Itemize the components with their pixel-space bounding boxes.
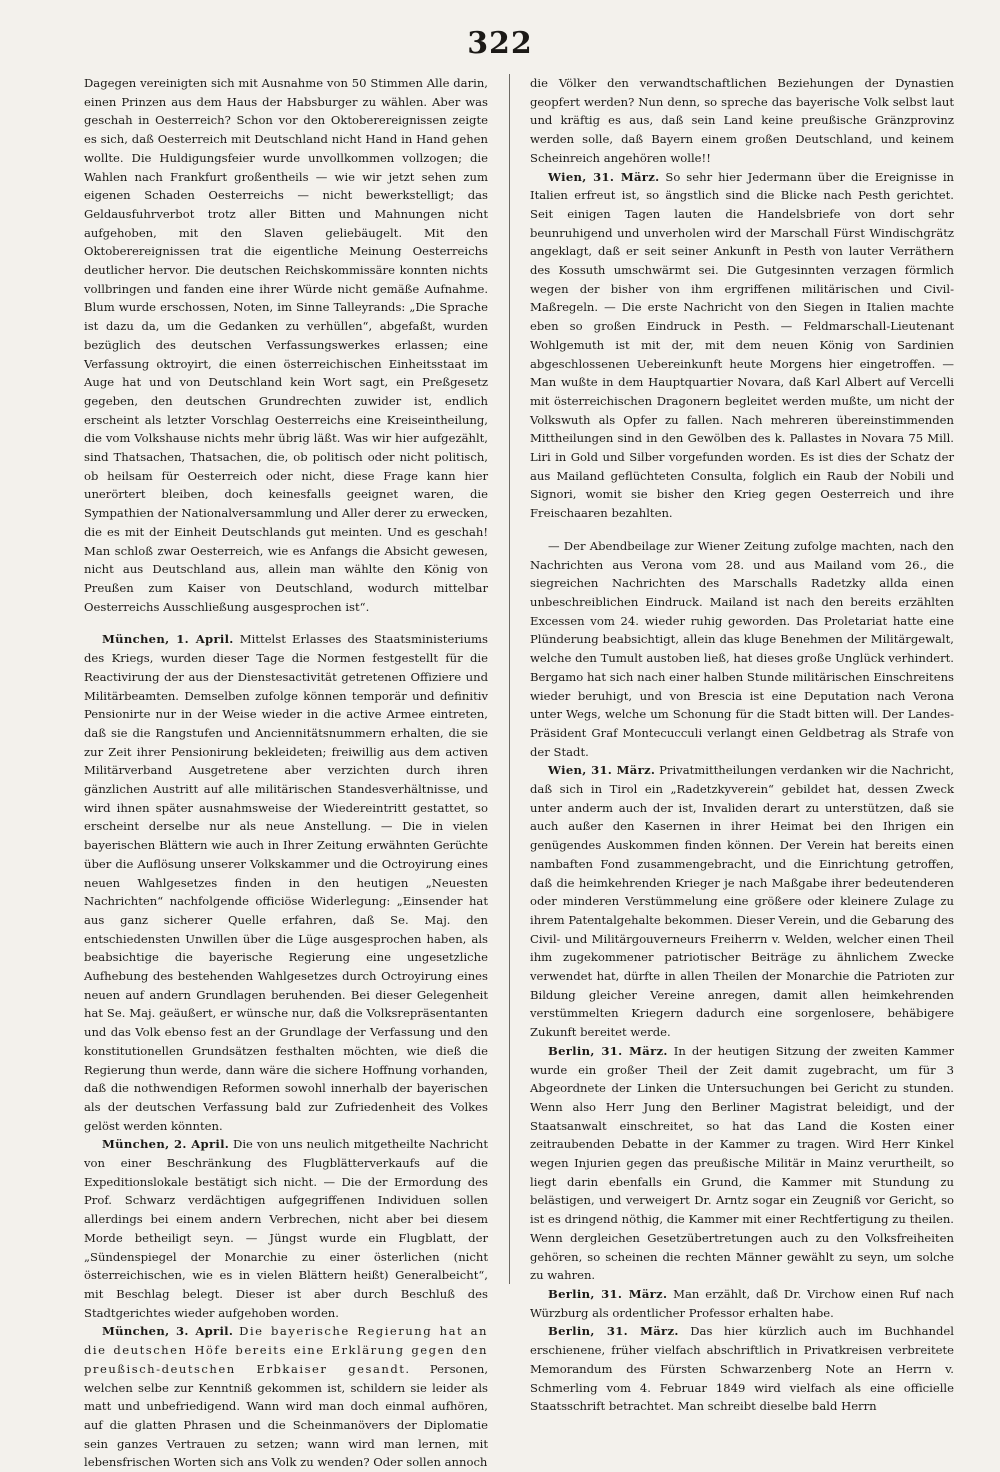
left-column [84,74,489,1470]
news-text: Man erzählt, daß Dr. Virchow einen Ruf nach Würzburg als ordentlicher Professor erhalten habe. [530,1287,954,1320]
article-paragraph: die Völker den verwandtschaftlichen Beziehungen der Dynastien geopfert werden? Nun denn, so spreche das bayerische Volk selbst laut und kräftig es aus, daß sein Land keine preußische Gränzprovinz werden solle, daß Bayern einem großen Deutschland, und keinem Scheinreich angehören wolle!! [530,76,954,165]
dateline: Wien, 31. März. [548,169,660,184]
dateline: Wien, 31. März. [548,763,656,778]
news-text: In der heutigen Sitzung der zweiten Kammer wurde ein großer Theil der Zeit damit zugebracht, um für 3 Abgeordnete der Linken die Untersuchungen bei Gericht zu stunden. Wenn also Herr Jung den Berliner Magistrat beleidigt, und der Staatsanwalt einschreitet, so hat das Land die Kosten einer zeitraubenden Debatte in der Kammer zu tragen. Wird Herr Kinkel wegen Injurien gegen das preußische Militär in Mainz verurtheilt, so liegt darin ebenfalls ein Grund, die Kammer mit Stundung zu belästigen, und verweigert Dr. Arntz sogar ein Zeugniß vor Gericht, so ist es dringend nöthig, die Kammer mit einer Rechtfertigung zu theilen. Wenn dergleichen Gesetzübertretungen auch zu den Volksfreiheiten gehören, so scheinen die rechten Männer gewählt zu seyn, um solche zu wahren. [530,1043,955,1283]
news-text: Privatmittheilungen verdanken wir die Nachricht, daß sich in Tirol ein „Radetzkyverein“ gebildet hat, dessen Zweck unter anderm auch der ist, Invaliden derart zu unterstützen, daß sie auch außer den Kasernen in ihrer Heimat bei den Ihrigen ein genügendes Auskommen finden können. Der Verein hat bereits einen nambaften Fond zusammengebracht, und die Einrichtung getroffen, daß die heimkehrenden Krieger je nach Maßgabe ihrer bedeutenderen oder minderen Verstümmelung eine größere oder kleinere Zulage zu ihrem Patentalgehalte bekommen. Dieser Verein, und die Gebarung des Civil- und Militärgouverneurs Freiherrn v. Welden, welcher einen Theil ihm zugekommener patriotischer Beiträge zu ähnlichem Zwecke verwendet hat, dürfte in allen Theilen der Monarchie die Patrioten zur Bildung gleicher Vereine anregen, damit allen heimkehrenden verstümmelten Kriegern dadurch eine sorgenlosere, behäbigere Zukunft bereitet werde. [530,763,955,1040]
news-text: Das hier kürzlich auch im Buchhandel erschienene, früher vielfach abschriftlich in Privatkreisen verbreitete Memorandum des Fürsten Schwarzenberg Note an Herrn v. Schmerling vom 4. Februar 1849 wird vielfach als eine officielle Staatsschrift betrachtet. Man schreibt dieselbe bald Herrn [530,1324,954,1414]
news-item-munich-1 [84,630,488,1135]
dateline: Berlin, 31. März. [548,1287,668,1301]
right-column [530,74,955,1414]
news-item-berlin-1 [530,1042,954,1285]
spaced-text: Die bayerische Regierung hat an die deutschen Höfe bereits eine Erklärung gegen den preußisch-deutschen Erbkaiser gesandt. [84,1324,489,1376]
dateline: Berlin, 31. März. [548,1043,668,1058]
news-item-munich-2 [84,1135,488,1322]
news-text: Personen, welchen selbe zur Kenntniß gekommen ist, schildern sie leider als matt und unbefriedigend. Wann wird man doch einmal aufhören, auf die glatten Phrasen und die Scheinmanövers der Diplomatie sein ganzes Vertrauen zu setzen; wann wird man lernen, mit lebensfrischen Worten sich ans Volk zu wenden? Oder sollen annoch [84,1361,488,1470]
news-item-berlin-3 [530,1322,954,1416]
news-item-munich-3 [84,1322,488,1472]
dateline: Berlin, 31. März. [548,1324,679,1339]
news-item-vienna-evening: — Der Abendbeilage zur Wiener Zeitung zufolge machten, nach den Nachrichten aus Verona vom 28. und aus Mailand vom 26., die siegreichen Nachrichten des Marschalls Radetzky allda einen unbeschreiblichen Eindruck. Mailand ist nach den bereits erzählten Excessen vom 24. wieder ruhig geworden. Das Proletariat hatte eine Plünderung beabsichtigt, allein das kluge Benehmen der Militärgewalt, welche den Tumult austoben ließ, hat dieses große Unglück verhindert. Bergamo hat sich nach einer halben Stunde militärischen Einschreitens wieder beruhigt, und von Brescia ist eine Deputation nach Verona unter Wegs, welche um Schonung für die Stadt bitten will. Der Landes-Präsident Graf Montecucculi verlangt einen Geldbetrag als Strafe von der Stadt. [530,538,954,759]
dateline: München, 1. April. [102,632,234,647]
dateline: München, 3. April. [102,1324,234,1339]
news-text: Mittelst Erlasses des Staatsministeriums des Kriegs, wurden dieser Tage die Normen festgestellt für die Reactivirung der aus der Dienstesactivität getretenen Offiziere und Militärbeamten. Demselben zufolge können temporär und definitiv Pensionirte nur in der Weise wieder in die active Armee eintreten, daß sie die Rangstufen und Anciennitätsnummern erhalten, die sie zur Zeit ihrer Pensionirung bekleideten; freiwillig aus dem activen Militärverband Ausgetretene aber verzichten durch ihren gänzlichen Austritt auf alle militärischen Standesverhältnisse, und wird ihnen später ausnahmsweise der Wiedereintritt gestattet, so erscheint derselbe nur als neue Anstellung. — Die in vielen bayerischen Blättern wie auch in Ihrer Zeitung erwähnten Gerüchte über die Auflösung unserer Volkskammer und die Octroyirung eines neuen Wahlgesetzes finden in den heutigen „Neuesten Nachrichten“ nachfolgende officiöse Widerlegung: „Einsender hat aus ganz sicherer Quelle erfahren, daß Se. Maj. den entschiedensten Unwillen über die Lüge ausgesprochen haben, als beabsichtige die bayerische Regierung eine ungesetzliche Aufhebung des bestehenden Wahlgesetzes durch Octroyirung eines neuen auf andern Grundlagen beruhenden. Bei dieser Gelegenheit hat Se. Maj. geäußert, er wünsche nur, daß die Volksrepräsentanten und das Volk ebenso fest an der Grundlage der Verfassung und den konstitutionellen Grundsätzen festhalten möchten, wie dieß die Regierung thun werde, dann wäre die sichere Hoffnung vorhanden, daß die nothwendigen Reformen sowohl innerhalb der bayerischen als der deutschen Verfassung bald zur Zufriedenheit des Volkes gelöst werden könnten. [84,632,488,1133]
page-number: 322 [467,26,533,61]
article-paragraph: Dagegen vereinigten sich mit Ausnahme von 50 Stimmen Alle darin, einen Prinzen aus dem Haus der Habsburger zu wählen. Aber was geschah in Oesterreich? Schon vor den Oktoberereignissen zeigte es sich, daß Oesterreich mit Deutschland nicht Hand in Hand gehen wollte. Die Huldigungsfeier wurde unvollkommen vollzogen; die Wahlen nach Frankfurt großentheils — wie wir jetzt sehen zum eigenen Schaden Oesterreichs — nicht bewerkstelligt; das Geldausfuhrverbot trotz aller Bitten und Mahnungen nicht aufgehoben, mit den Slaven geliebäugelt. Mit den Oktoberereignissen trat die eigentliche Meinung Oesterreichs deutlicher hervor. Die deutschen Reichskommissäre konnten nichts vollbringen und fanden eine ihrer Würde nicht gemäße Aufnahme. Blum wurde erschossen, Noten, im Sinne Talleyrands: „Die Sprache ist dazu da, um die Gedanken zu verhüllen“, abgefaßt, wurden bezüglich des deutschen Verfassungswerkes erlassen; eine Verfassung oktroyirt, die einen österreichischen Einheitsstaat im Auge hat und von Deutschland kein Wort sagt, ein Preßgesetz gegeben, den deutschen Grundrechten zuwider ist, endlich erscheint als letzter Vorschlag Oesterreichs eine Kreiseintheilung, die vom Volkshause nichts mehr übrig läßt. Was wir hier aufgezählt, sind Thatsachen, Thatsachen, die, ob politisch oder nicht politisch, ob heilsam für Oesterreich oder nicht, diese Frage kann hier unerörtert bleiben, doch keinesfalls geeignet waren, die Sympathien der Nationalversammlung und Aller derer zu erwecken, die es mit der Einheit Deutschlands gut meinten. Und es geschah! Man schloß zwar Oesterreich, wie es Anfangs die Absicht gewesen, nicht aus Deutschland aus, allein man wählte den König von Preußen zum Kaiser von Deutschland, wodurch mittelbar Oesterreichs Ausschließung ausgesprochen ist“. [84,76,488,614]
news-text: Die von uns neulich mitgetheilte Nachricht von einer Beschränkung des Flugblätterverkaufs auf die Expeditionslokale bestätigt sich nicht. — Die der Ermordung des Prof. Schwarz verdächtigen aufgegriffenen Individuen sollen allerdings bei einem andern Verbrechen, nicht aber bei diesem Morde betheiligt seyn. — Jüngst wurde ein Flugblatt, der „Sündenspiegel der Monarchie zu einer österlichen (nicht österreichischen, wie es in vielen Blättern heißt) Generalbeicht“, mit Beschlag belegt. Dieser ist aber durch Beschluß des Stadtgerichtes wieder aufgehoben worden. [84,1137,489,1320]
news-item-vienna-2 [530,761,954,1042]
dateline: München, 2. April. [102,1137,230,1152]
news-item-vienna-1 [530,168,954,523]
news-text: So sehr hier Jedermann über die Ereignisse in Italien erfreut ist, so ängstlich sind die Blicke nach Pesth gerichtet. Seit einigen Tagen lauten die Handelsbriefe von dort sehr beunruhigend und unverholen wird der Marschall Fürst Windischgrätz angeklagt, daß er seit seiner Ankunft in Pesth von lauter Verräthern des Kossuth umschwärmt sei. Die Gutgesinnten verzagen förmlich wegen der bisher von ihm ergriffenen militärischen und Civil-Maßregeln. — Die erste Nachricht von den Siegen in Italien machte eben so großen Eindruck in Pesth. — Feldmarschall-Lieutenant Wohlgemuth ist mit der, mit dem neuen König von Sardinien abgeschlossenen Uebereinkunft heute Morgens hier eingetroffen. — Man wußte in dem Hauptquartier Novara, daß Karl Albert auf Vercelli mit österreichischen Dragonern begleitet werden mußte, um nicht der Volkswuth als Opfer zu fallen. Nach mehreren übereinstimmenden Mittheilungen sind in den Gewölben des k. Pallastes in Novara 75 Mill. Liri in Gold und Silber vorgefunden worden. Es ist dies der Schatz der aus Mailand geflüchteten Consulta, folglich ein Raub der Nobili und Signori, womit sie bisher den Krieg gegen Oesterreich und ihre Freischaaren bezahlten. [530,169,954,521]
news-item-berlin-2 [530,1285,954,1322]
column-divider [509,74,510,1284]
